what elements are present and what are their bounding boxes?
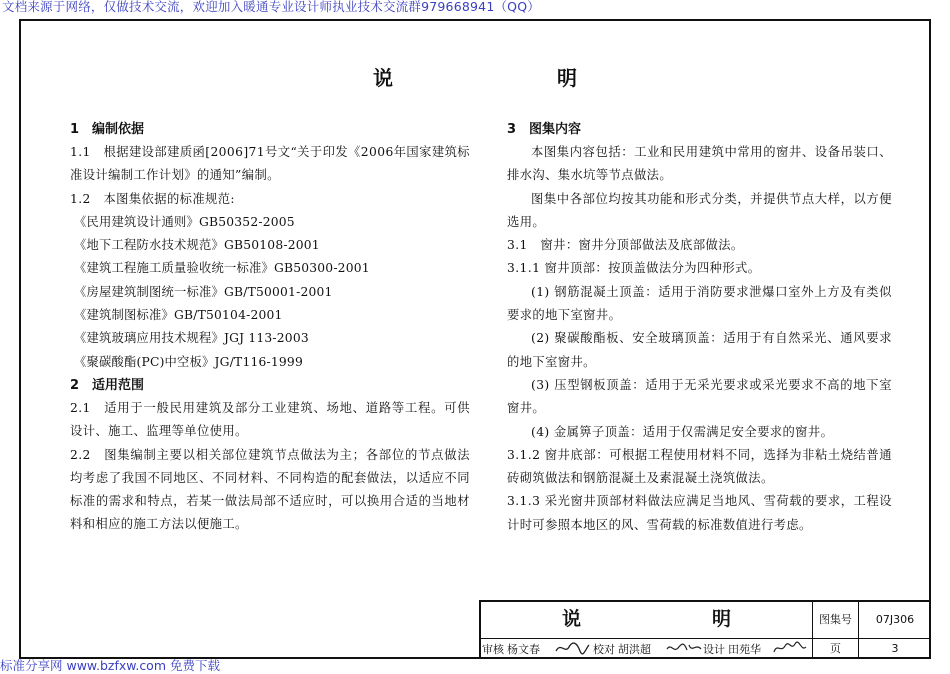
check-signature xyxy=(665,639,703,657)
clause-3-1-1: 3.1.1 窗井顶部：按顶盖做法分为四种形式。 xyxy=(507,261,761,276)
clause-3-1-2: 3.1.2 窗井底部：可根据工程使用材料不同，选择为非粘土烧结普通砖砌筑做法和钢筋混凝土及素混凝土浇筑做法。 xyxy=(507,447,892,486)
clause-1-2: 1.2 本图集依据的标准规范: xyxy=(70,191,235,206)
signature-row xyxy=(481,639,813,659)
design-signature xyxy=(771,639,809,657)
top-type-1: (1) 钢筋混凝土顶盖：适用于消防要求泄爆口室外上方及有类似要求的地下室窗井。 xyxy=(507,284,892,323)
page-number: 3 xyxy=(891,642,899,655)
standard-item: 《建筑制图标准》GB/T50104-2001 xyxy=(74,308,283,323)
check-name: 胡洪超 xyxy=(618,643,651,656)
left-column xyxy=(70,118,470,537)
bottom-watermark: 标准分享网 www.bzfxw.com 免费下载 xyxy=(0,658,220,673)
page-label: 页 xyxy=(813,639,859,659)
top-watermark: 文档来源于网络，仅做技术交流，欢迎加入暖通专业设计师执业技术交流群979668941（QQ） xyxy=(2,0,540,14)
standard-item: 《民用建筑设计通则》GB50352-2005 xyxy=(74,214,295,229)
top-type-3: (3) 压型钢板顶盖：适用于无采光要求或采光要求不高的地下室窗井。 xyxy=(507,377,892,416)
atlas-number: 07J306 xyxy=(859,602,931,639)
review-signature xyxy=(553,639,591,657)
atlas-number-label: 图集号 xyxy=(813,602,859,639)
top-type-2: (2) 聚碳酸酯板、安全玻璃顶盖：适用于有自然采光、通风要求的地下室窗井。 xyxy=(507,331,892,369)
right-column xyxy=(507,118,892,537)
section-1-heading: 1 编制依据 xyxy=(70,122,145,137)
title-block xyxy=(479,600,931,659)
standard-item: 《地下工程防水技术规范》GB50108-2001 xyxy=(74,238,320,253)
clause-3-1-3: 3.1.3 采光窗井顶部材料做法应满足当地风、雪荷载的要求，工程设计时可参照本地区的风、雪荷载的标准数值进行考虑。 xyxy=(507,494,892,532)
clause-3-1: 3.1 窗井：窗井分顶部做法及底部做法。 xyxy=(507,238,744,253)
design-name: 田苑华 xyxy=(728,643,761,656)
clause-2-1: 2.1 适用于一般民用建筑及部分工业建筑、场地、道路等工程。可供设计、施工、监理等单位使用。 xyxy=(70,400,470,439)
standard-item: 《聚碳酸酯(PC)中空板》JG/T116-1999 xyxy=(74,354,303,369)
clause-2-2: 2.2 图集编制主要以相关部位建筑节点做法为主；各部位的节点做法均考虑了我国不同地区、不同材料、不同构造的配套做法，以适应不同标准的需求和特点，若某一做法局部不适应时，可以换用合适的当地材料和相应的施工方法以便施工。 xyxy=(70,447,470,532)
standard-item: 《房屋建筑制图统一标准》GB/T50001-2001 xyxy=(74,284,333,299)
design-label: 设计 xyxy=(703,643,725,656)
clause-1-1: 1.1 根据建设部建质函[2006]71号文“关于印发《2006年国家建筑标准设计编制工作计划》的通知”编制。 xyxy=(70,145,470,183)
standards-list xyxy=(70,211,470,374)
title-block-name: 说 明 xyxy=(481,602,813,639)
content-paragraph-1: 本图集内容包括：工业和民用建筑中常用的窗井、设备吊装口、排水沟、集水坑等节点做法。 xyxy=(507,145,892,183)
top-type-4: (4) 金属箅子顶盖：适用于仅需满足安全要求的窗井。 xyxy=(531,424,834,439)
section-2-heading: 2 适用范围 xyxy=(70,377,145,393)
standard-item: 《建筑玻璃应用技术规程》JGJ 113-2003 xyxy=(74,331,309,346)
page-title: 说 明 xyxy=(373,66,649,90)
content-paragraph-2: 图集中各部位均按其功能和形式分类，并提供节点大样，以方便选用。 xyxy=(507,191,892,229)
review-label: 审核 xyxy=(482,643,504,656)
section-3-heading: 3 图集内容 xyxy=(507,122,582,137)
standard-item: 《建筑工程施工质量验收统一标准》GB50300-2001 xyxy=(74,261,370,276)
check-label: 校对 xyxy=(593,643,615,656)
review-name: 杨文春 xyxy=(507,643,540,656)
